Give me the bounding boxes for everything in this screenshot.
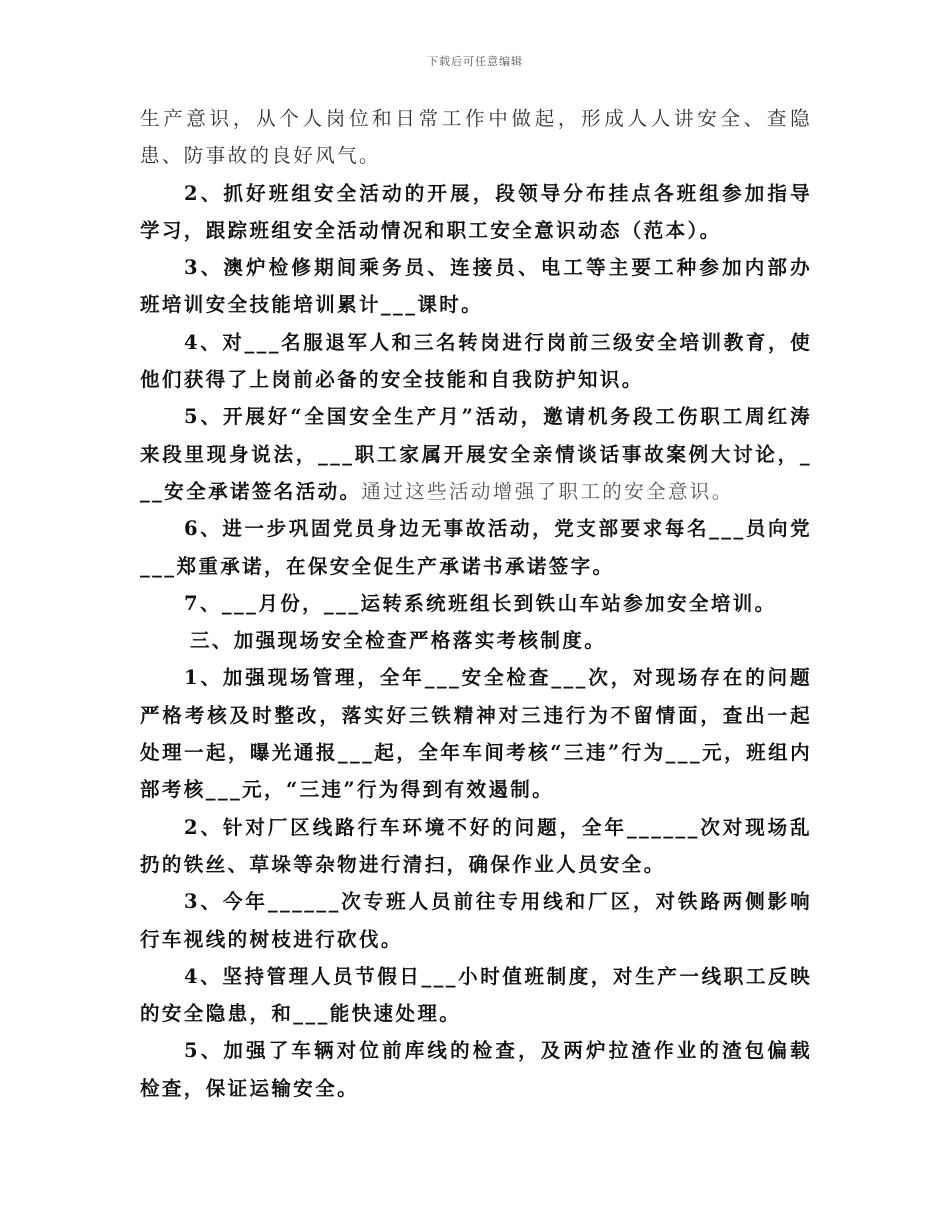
- section-heading: 三、加强现场安全检查严格落实考核制度。: [190, 629, 607, 653]
- document-body: [140, 100, 812, 1107]
- paragraph-item-2: 2、抓好班组安全活动的开展，段领导分布挂点各班组参加指导学习，跟踪班组安全活动情况和职工安全意识动态（范本）。: [140, 181, 812, 242]
- paragraph-section3-item-3: 3、今年______次专班人员前往专用线和厂区，对铁路两侧影响行车视线的树枝进行砍伐。: [140, 890, 812, 951]
- paragraph-section3-item-5: 5、加强了车辆对位前库线的检查，及两炉拉渣作业的渣包偏载检查，保证运输安全。: [140, 1039, 812, 1100]
- paragraph-item-3: 3、澳炉检修期间乘务员、连接员、电工等主要工种参加内部办班培训安全技能培训累计___课时。: [140, 256, 812, 317]
- page-header: 下载后可任意编辑: [427, 55, 523, 68]
- paragraph-item-5-main: 5、开展好“全国安全生产月”活动，邀请机务段工伤职工周红涛来段里现身说法，___职工家属开展安全亲情谈话事故案例大讨论，___安全承诺签名活动。: [140, 405, 812, 503]
- paragraph-continuation: 生产意识，从个人岗位和日常工作中做起，形成人人讲安全、查隐患、防事故的良好风气。: [140, 107, 812, 168]
- paragraph-item-4: 4、对___名服退军人和三名转岗进行岗前三级安全培训教育，使他们获得了上岗前必备的安全技能和自我防护知识。: [140, 330, 812, 392]
- paragraph-section3-item-4: 4、坚持管理人员节假日___小时值班制度，对生产一线职工反映的安全隐患，和___能快速处理。: [140, 964, 812, 1026]
- paragraph-item-7: 7、___月份，___运转系统班组长到铁山车站参加安全培训。: [184, 591, 777, 615]
- paragraph-section3-item-1: 1、加强现场管理，全年___安全检查___次，对现场存在的问题严格考核及时整改，落实好三铁精神对三违行为不留情面，查出一起处理一起，曝光通报___起，全年车间考核“三违”行为___元，班组内部考核___元，“三违”行为得到有效遏制。: [140, 666, 812, 802]
- paragraph-item-5: [140, 398, 812, 510]
- paragraph-section3-item-2: 2、针对厂区线路行车环境不好的问题，全年______次对现场乱扔的铁丝、草垛等杂物进行清扫，确保作业人员安全。: [140, 815, 812, 876]
- paragraph-item-6: 6、进一步巩固党员身边无事故活动，党支部要求每名___员向党___郑重承诺，在保安全促生产承诺书承诺签字。: [140, 517, 812, 578]
- paragraph-item-5-tail: 通过这些活动增强了职工的安全意识。: [361, 479, 734, 503]
